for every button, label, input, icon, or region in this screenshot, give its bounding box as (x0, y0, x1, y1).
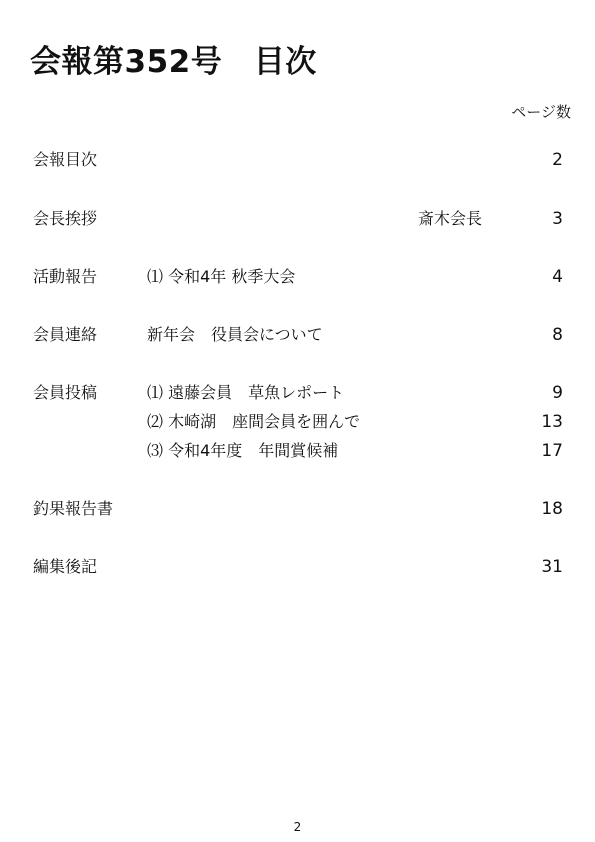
toc-section: 会員投稿 (33, 383, 98, 402)
toc-section: 編集後記 (33, 557, 98, 576)
toc-row-catch-report (0, 497, 595, 521)
page-title: 会報第352号 目次 (30, 44, 317, 80)
toc-section: 活動報告 (33, 267, 98, 286)
toc-row-member-post-3 (0, 439, 595, 463)
toc-row-editors-note (0, 555, 595, 579)
toc-row-member-notice (0, 323, 595, 347)
toc-page-number: 3 (552, 209, 563, 229)
toc-page-number: 31 (541, 557, 563, 577)
toc-page-number: 8 (552, 325, 563, 345)
footer-page-number: 2 (293, 820, 302, 834)
toc-item-title: ⑴ 遠藤会員 草魚レポート (147, 383, 345, 402)
toc-page-number: 9 (552, 383, 563, 403)
toc-item-title: ⑴ 令和4年 秋季大会 (147, 267, 296, 286)
toc-page-number: 2 (552, 150, 563, 170)
toc-author: 斎木会長 (418, 209, 483, 228)
toc-item-title: ⑵ 木崎湖 座間会員を囲んで (147, 412, 361, 431)
page-column-header: ページ数 (511, 103, 571, 121)
toc-row-activity (0, 265, 595, 289)
toc-page-number: 17 (541, 441, 563, 461)
toc-section: 釣果報告書 (33, 499, 114, 518)
toc-row-greeting (0, 207, 595, 231)
toc-section: 会報目次 (33, 150, 98, 169)
toc-section: 会長挨拶 (33, 209, 98, 228)
toc-page-number: 13 (541, 412, 563, 432)
toc-section: 会員連絡 (33, 325, 98, 344)
toc-row-contents (0, 148, 595, 172)
toc-item-title: ⑶ 令和4年度 年間賞候補 (147, 441, 339, 460)
toc-row-member-post-2 (0, 410, 595, 434)
toc-page-number: 18 (541, 499, 563, 519)
toc-page-number: 4 (552, 267, 563, 287)
toc-item-title: 新年会 役員会について (147, 325, 323, 344)
toc-row-member-post-1 (0, 381, 595, 405)
